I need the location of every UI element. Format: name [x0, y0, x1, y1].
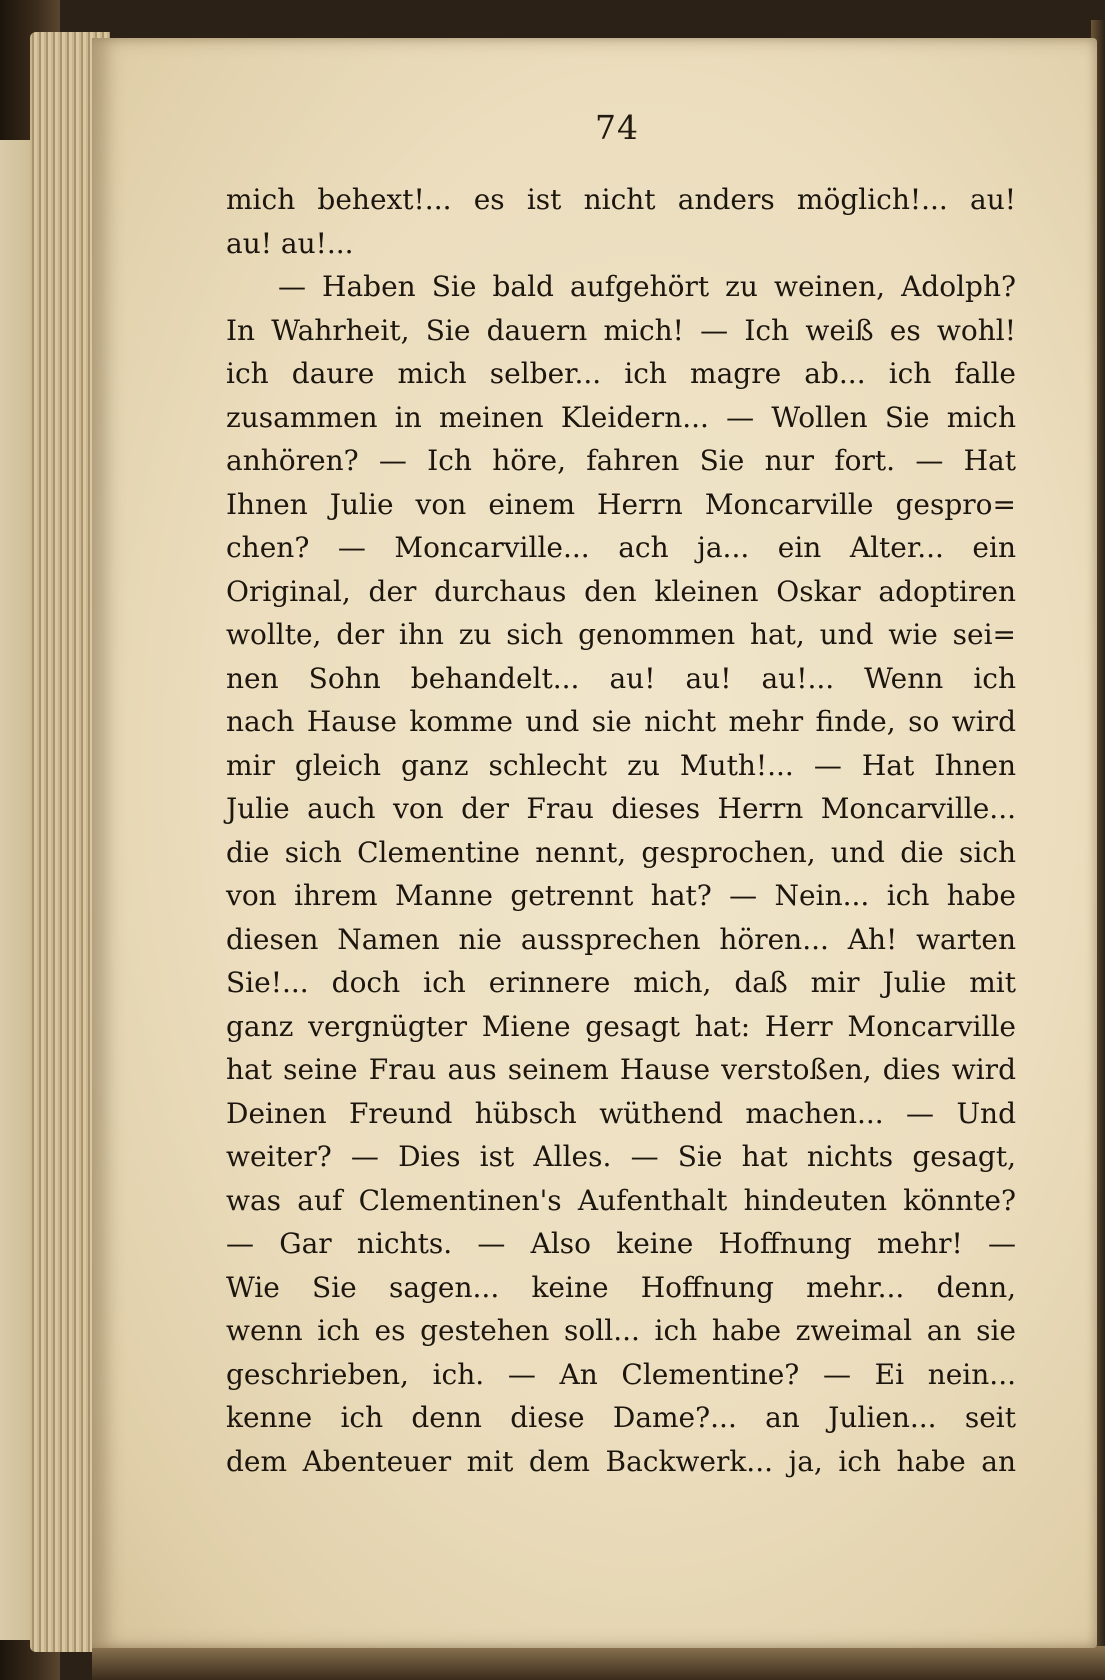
- text-line: dem Abenteuer mit dem Backwerk... ja, ich habe an: [226, 1444, 1016, 1478]
- text-line: zusammen in meinen Kleidern... — Wollen Sie mich: [226, 400, 1016, 434]
- text-line: wollte, der ihn zu sich genommen hat, und wie sei=: [226, 618, 1016, 651]
- page-text: [226, 178, 1016, 1483]
- text-line: Original, der durchaus den kleinen Oskar adoptiren: [226, 574, 1016, 608]
- text-line: nen Sohn behandelt... au! au! au!... Wenn ich: [226, 661, 1016, 695]
- text-line: Deinen Freund hübsch wüthend machen... — Und: [226, 1096, 1016, 1130]
- text-line: mir gleich ganz schlecht zu Muth!... — Hat Ihnen: [226, 748, 1016, 782]
- text-line: kenne ich denn diese Dame?... an Julien... seit: [226, 1401, 1016, 1434]
- text-line: was auf Clementinen's Aufenthalt hindeuten könnte?: [226, 1183, 1016, 1217]
- text-line: ganz vergnügter Miene gesagt hat: Herr Moncarville: [226, 1009, 1016, 1043]
- text-line: mich behext!... es ist nicht anders möglich!... au!: [226, 183, 1016, 216]
- text-line: nach Hause komme und sie nicht mehr finde, so wird: [226, 705, 1016, 738]
- text-line: Wie Sie sagen... keine Hoffnung mehr... denn,: [226, 1270, 1016, 1304]
- text-line: von ihrem Manne getrennt hat? — Nein... ich habe: [226, 879, 1016, 912]
- text-line: anhören? — Ich höre, fahren Sie nur fort. — Hat: [226, 444, 1016, 477]
- text-line: — Gar nichts. — Also keine Hoffnung mehr! —: [226, 1227, 1016, 1260]
- text-line: wenn ich es gestehen soll... ich habe zweimal an sie: [226, 1314, 1016, 1347]
- text-line: chen? — Moncarville... ach ja... ein Alter... ein: [226, 531, 1016, 564]
- text-line: hat seine Frau aus seinem Hause verstoßen, dies wird: [226, 1053, 1016, 1086]
- text-line: — Haben Sie bald aufgehört zu weinen, Adolph?: [278, 270, 1016, 303]
- page-number: 74: [595, 108, 639, 147]
- text-line: ich daure mich selber... ich magre ab... ich falle: [226, 357, 1016, 390]
- text-line: Julie auch von der Frau dieses Herrn Moncarville...: [226, 792, 1016, 825]
- text-line: weiter? — Dies ist Alles. — Sie hat nichts gesagt,: [226, 1140, 1016, 1173]
- text-line: In Wahrheit, Sie dauern mich! — Ich weiß es wohl!: [226, 313, 1016, 347]
- text-line: diesen Namen nie aussprechen hören... Ah! warten: [226, 922, 1016, 956]
- text-line: Sie!... doch ich erinnere mich, daß mir Julie mit: [226, 966, 1016, 999]
- text-line: Ihnen Julie von einem Herrn Moncarville gespro=: [226, 487, 1016, 521]
- bottom-cover-edge: [92, 1646, 1105, 1680]
- text-line: die sich Clementine nennt, gesprochen, und die sich: [226, 835, 1016, 869]
- text-line: geschrieben, ich. — An Clementine? — Ei nein...: [226, 1357, 1016, 1391]
- text-line: au! au!...: [226, 226, 354, 260]
